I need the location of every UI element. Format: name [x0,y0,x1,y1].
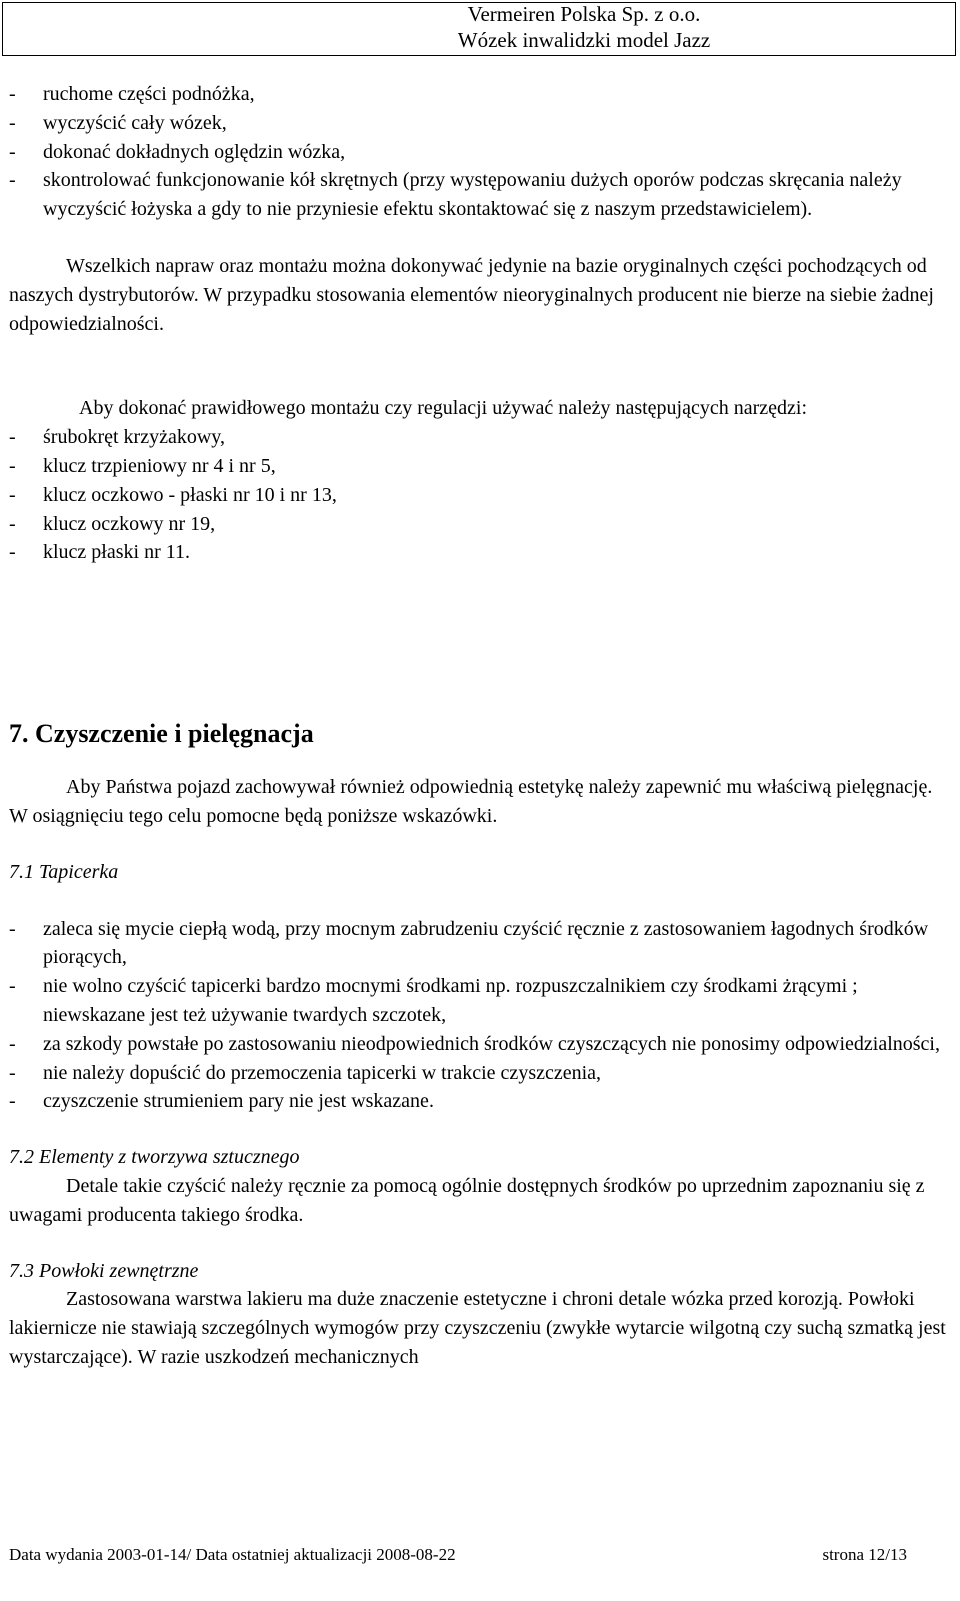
upholstery-list [9,915,949,1117]
list-item: - za szkody powstałe po zastosowaniu nieodpowiednich środków czyszczących nie ponosimy odpowiedzialności, [9,1030,949,1059]
tools-intro: Aby dokonać prawidłowego montażu czy regulacji używać należy następujących narzędzi: [79,397,808,420]
list-item: - czyszczenie strumieniem pary nie jest wskazane. [9,1087,949,1116]
header-product: Wózek inwalidzki model Jazz [457,28,711,52]
list-item: - klucz trzpieniowy nr 4 i nr 5, [9,452,949,481]
list-item: - klucz oczkowy nr 19, [9,510,949,539]
list-item: - śrubokręt krzyżakowy, [9,423,949,452]
subsection-heading-coatings: 7.3 Powłoki zewnętrzne [9,1259,199,1282]
list-item: - ruchome części podnóżka, [9,80,949,109]
page-number: strona 12/13 [822,1545,907,1564]
list-item: - wyczyścić cały wózek, [9,109,949,138]
list-item: - klucz płaski nr 11. [9,538,949,567]
plastics-text: Detale takie czyścić należy ręcznie za pomocą ogólnie dostępnych środków po uprzednim zapoznaniu się z uwagami producenta takiego środka. [9,1174,925,1226]
footer-dates: Data wydania 2003-01-14/ Data ostatniej aktualizacji 2008-08-22 [9,1545,456,1564]
list-item: - nie należy dopuścić do przemoczenia tapicerki w trakcie czyszczenia, [9,1059,949,1088]
subsection-heading-plastics: 7.2 Elementy z tworzywa sztucznego [9,1146,300,1169]
section-heading: 7. Czyszczenie i pielęgnacja [9,719,314,749]
list-item: - dokonać dokładnych oględzin wózka, [9,138,949,167]
subsection-heading-upholstery: 7.1 Tapicerka [9,860,119,883]
page-content [9,80,949,1372]
maintenance-list [9,80,949,224]
header-company: Vermeiren Polska Sp. z o.o. [467,2,701,26]
section-intro: Aby Państwa pojazd zachowywał również odpowiednią estetykę należy zapewnić mu właściwą pielęgnację. W osiągnięciu tego celu pomocne będą poniższe wskazówki. [9,776,933,827]
list-item: - klucz oczkowo - płaski nr 10 i nr 13, [9,481,949,510]
coatings-text: Zastosowana warstwa lakieru ma duże znaczenie estetyczne i chroni detale wózka przed korozją. Powłoki lakiernicze nie stawiają szczególnych wymogów przy czyszczeniu (zwykłe wytarcie wilgotną czy suchą szmatką jest wystarczające). W razie uszkodzeń mechanicznych [9,1288,946,1368]
list-item: - zaleca się mycie ciepłą wodą, przy mocnym zabrudzeniu czyścić ręcznie z zastosowaniem łagodnych środków piorących, [9,915,949,973]
tools-list [9,423,949,567]
list-item: - nie wolno czyścić tapicerki bardzo mocnymi środkami np. rozpuszczalnikiem czy środkami żrącymi ; niewskazane jest też używanie twardych szczotek, [9,972,949,1030]
repair-note: Wszelkich napraw oraz montażu można dokonywać jedynie na bazie oryginalnych części pochodzących od naszych dystrybutorów. W przypadku stosowania elementów nieoryginalnych producent nie bierze na siebie żadnej odpowiedzialności. [9,254,934,335]
list-item: - skontrolować funkcjonowanie kół skrętnych (przy występowaniu dużych oporów podczas skręcania należy wyczyścić łożyska a gdy to nie przyniesie efektu skontaktować się z naszym przedstawicielem). [9,166,949,224]
